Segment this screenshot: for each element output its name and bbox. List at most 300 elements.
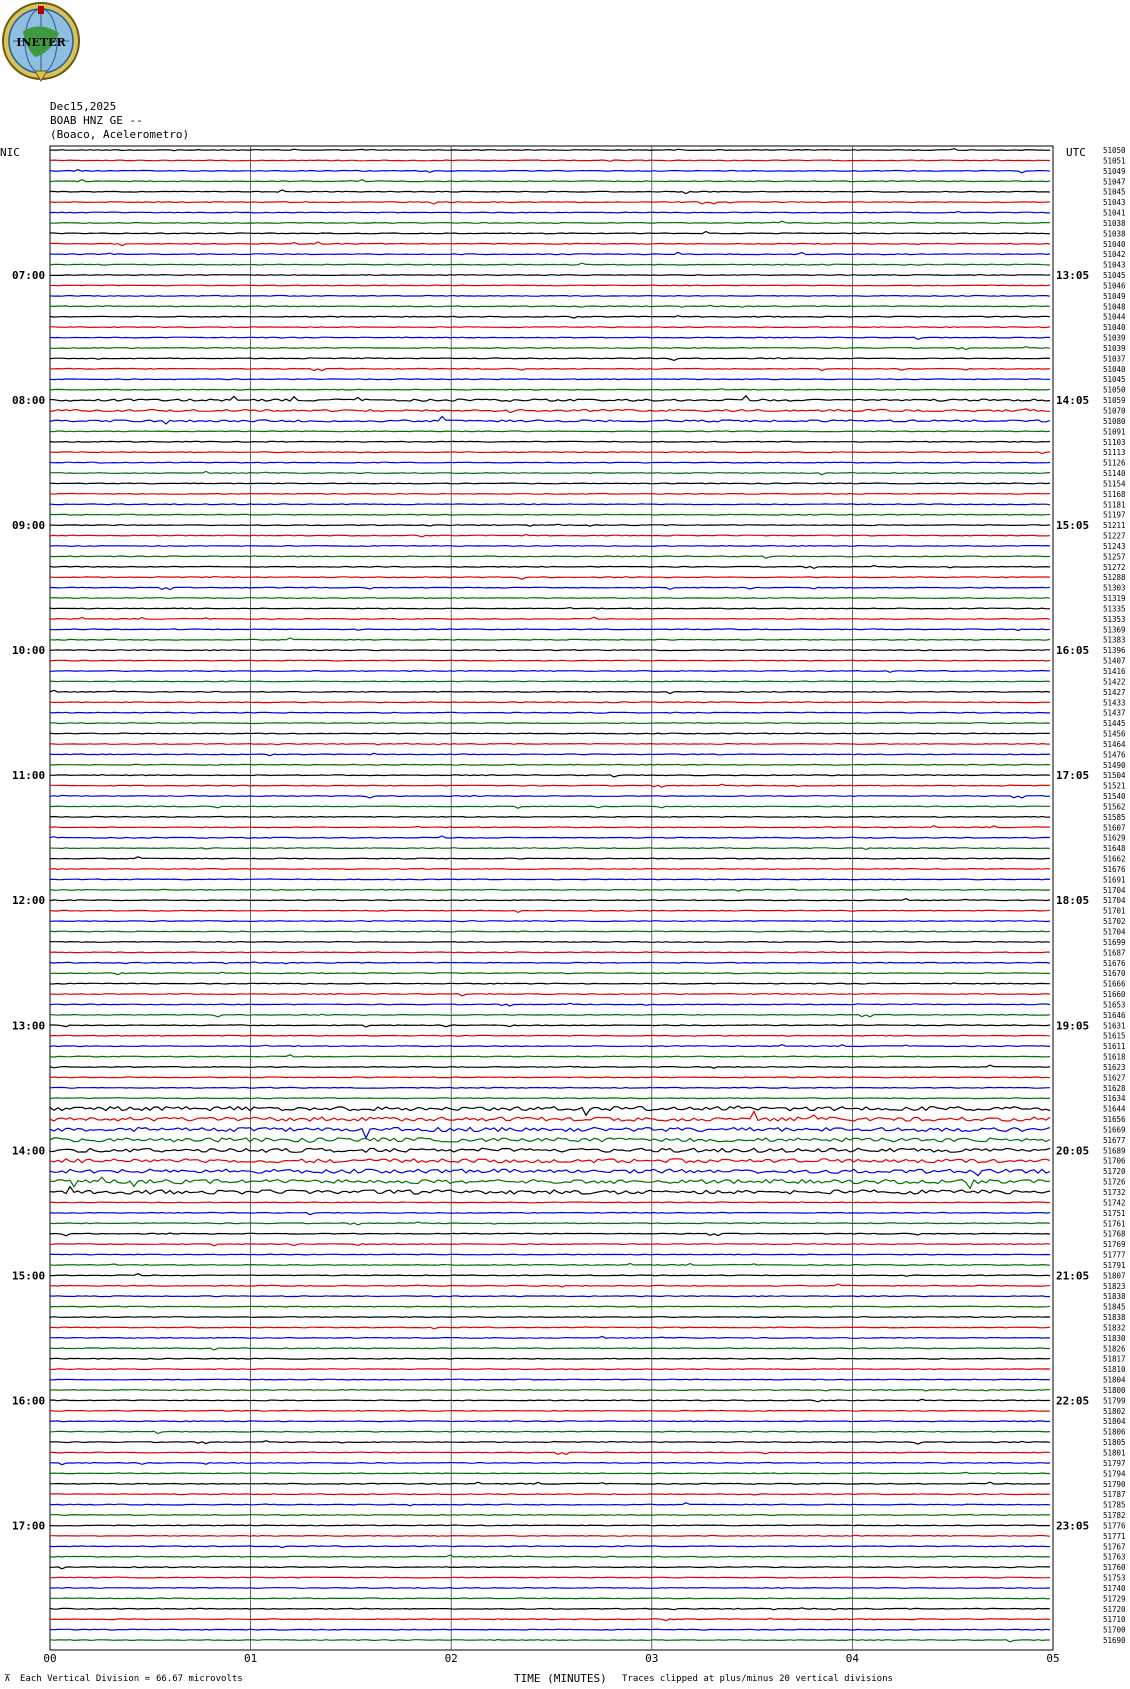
trace-value-label: 51181 <box>1103 500 1126 510</box>
trace-value-label: 51648 <box>1103 844 1126 854</box>
trace-line <box>50 1222 1050 1225</box>
trace-value-label: 51043 <box>1103 260 1126 270</box>
trace-value-label: 51801 <box>1103 1448 1126 1458</box>
trace-value-label: 51168 <box>1103 489 1126 499</box>
trace-value-label: 51669 <box>1103 1125 1126 1135</box>
trace-line <box>50 441 1050 442</box>
trace-value-label: 51656 <box>1103 1115 1126 1125</box>
trace-value-label: 51670 <box>1103 969 1126 979</box>
trace-value-label: 51504 <box>1103 771 1126 781</box>
trace-value-label: 51319 <box>1103 594 1126 604</box>
trace-line <box>50 1035 1050 1036</box>
trace-value-label: 51433 <box>1103 698 1126 708</box>
trace-line <box>50 962 1050 964</box>
trace-line <box>50 1577 1050 1578</box>
trace-value-label: 51776 <box>1103 1521 1126 1531</box>
trace-line <box>50 743 1050 745</box>
trace-value-label: 51830 <box>1103 1333 1126 1343</box>
trace-value-label: 51042 <box>1103 250 1126 260</box>
trace-value-label: 51043 <box>1103 198 1126 208</box>
trace-value-label: 51211 <box>1103 521 1126 531</box>
trace-line <box>50 1138 1050 1143</box>
trace-line <box>50 1514 1050 1515</box>
trace-line <box>50 1177 1050 1188</box>
trace-value-label: 51662 <box>1103 854 1126 864</box>
trace-value-label: 51826 <box>1103 1344 1126 1354</box>
trace-line <box>50 221 1050 223</box>
trace-value-label: 51817 <box>1103 1354 1126 1364</box>
trace-line <box>50 504 1050 505</box>
trace-value-label: 51490 <box>1103 760 1126 770</box>
trace-value-label: 51802 <box>1103 1406 1126 1416</box>
trace-value-label: 51710 <box>1103 1615 1126 1625</box>
trace-line <box>50 1317 1050 1318</box>
right-hour-label: 13:05 <box>1056 269 1090 282</box>
logo-text: INETER <box>16 36 66 49</box>
trace-line <box>50 1482 1050 1484</box>
trace-line <box>50 1472 1050 1473</box>
trace-line <box>50 389 1050 390</box>
trace-line <box>50 263 1050 265</box>
trace-line <box>50 1546 1050 1548</box>
trace-line <box>50 252 1050 254</box>
trace-value-label: 51740 <box>1103 1584 1126 1593</box>
trace-line <box>50 1098 1050 1099</box>
trace-value-label: 51369 <box>1103 625 1126 635</box>
trace-value-label: 51126 <box>1103 458 1126 468</box>
trace-line <box>50 285 1050 286</box>
trace-value-label: 51396 <box>1103 646 1126 656</box>
trace-line <box>50 660 1050 661</box>
trace-line <box>50 753 1050 755</box>
trace-value-label: 51726 <box>1103 1177 1126 1187</box>
trace-value-label: 51791 <box>1103 1260 1126 1270</box>
trace-line <box>50 931 1050 932</box>
trace-value-label: 51845 <box>1103 1302 1126 1312</box>
trace-line <box>50 535 1050 537</box>
trace-line <box>50 587 1050 589</box>
right-hour-label: 19:05 <box>1056 1019 1090 1033</box>
trace-value-label: 51045 <box>1103 375 1126 385</box>
trace-line <box>50 1410 1050 1411</box>
trace-value-label: 51040 <box>1103 364 1126 374</box>
trace-line <box>50 1336 1050 1338</box>
trace-value-label: 51049 <box>1103 166 1126 176</box>
trace-line <box>50 368 1050 370</box>
trace-line <box>50 1264 1050 1266</box>
right-hour-label: 17:05 <box>1056 769 1090 783</box>
trace-line <box>50 1525 1050 1526</box>
trace-line <box>50 316 1050 318</box>
trace-line <box>50 1588 1050 1589</box>
trace-value-label: 51047 <box>1103 177 1126 187</box>
trace-line <box>50 431 1050 432</box>
trace-value-label: 51702 <box>1103 917 1126 927</box>
trace-value-label: 51806 <box>1103 1427 1126 1437</box>
trace-line <box>50 1233 1050 1236</box>
trace-value-label: 51805 <box>1103 1438 1126 1448</box>
trace-line <box>50 671 1050 673</box>
trace-line <box>50 1452 1050 1454</box>
trace-line <box>50 180 1050 182</box>
left-hour-label: 07:00 <box>12 269 46 282</box>
trace-line <box>50 1169 1050 1175</box>
trace-value-label: 51070 <box>1103 406 1126 416</box>
trace-value-label: 51039 <box>1103 344 1126 353</box>
trace-line <box>50 848 1050 850</box>
trace-value-label: 51437 <box>1103 708 1126 718</box>
trace-line <box>50 1128 1050 1139</box>
scale-label: Each Vertical Division = <box>20 1674 151 1684</box>
trace-line <box>50 638 1050 640</box>
trace-line <box>50 1431 1050 1433</box>
trace-line <box>50 327 1050 328</box>
trace-line <box>50 1555 1050 1557</box>
trace-line <box>50 514 1050 515</box>
left-hour-label: 14:00 <box>12 1144 46 1158</box>
trace-value-label: 51476 <box>1103 750 1126 760</box>
left-timezone-label: NIC <box>0 146 20 159</box>
trace-value-label: 51050 <box>1103 146 1126 155</box>
trace-value-label: 51038 <box>1103 218 1126 228</box>
trace-line <box>50 1494 1050 1495</box>
trace-value-label: 51607 <box>1103 823 1126 833</box>
trace-value-label: 51540 <box>1103 792 1126 801</box>
trace-value-label: 51761 <box>1103 1219 1126 1229</box>
trace-line <box>50 242 1050 246</box>
x-tick-label: 04 <box>845 1652 860 1665</box>
trace-line <box>50 608 1050 609</box>
trace-line <box>50 702 1050 703</box>
trace-line <box>50 1296 1050 1297</box>
trace-line <box>50 1306 1050 1307</box>
trace-value-label: 51760 <box>1103 1563 1126 1573</box>
trace-value-label: 51288 <box>1103 573 1126 583</box>
trace-value-label: 51059 <box>1103 396 1126 406</box>
trace-value-label: 51799 <box>1103 1396 1126 1406</box>
trace-value-label: 51585 <box>1103 812 1126 822</box>
x-tick-label: 01 <box>243 1652 258 1665</box>
trace-line <box>50 358 1050 361</box>
trace-line <box>50 1106 1050 1115</box>
trace-value-label: 51615 <box>1103 1031 1126 1041</box>
trace-line <box>50 1369 1050 1370</box>
trace-line <box>50 1055 1050 1057</box>
trace-line <box>50 462 1050 463</box>
trace-value-label: 51720 <box>1103 1604 1126 1614</box>
trace-value-label: 51407 <box>1103 656 1126 666</box>
trace-line <box>50 1111 1050 1121</box>
trace-value-label: 51040 <box>1103 323 1126 333</box>
trace-line <box>50 1087 1050 1088</box>
trace-value-label: 51782 <box>1103 1511 1126 1520</box>
trace-line <box>50 1254 1050 1255</box>
trace-line <box>50 149 1050 151</box>
right-hour-label: 16:05 <box>1056 644 1090 658</box>
trace-value-label: 51785 <box>1103 1500 1126 1510</box>
trace-value-label: 51562 <box>1103 802 1126 812</box>
trace-line <box>50 347 1050 350</box>
trace-value-label: 51046 <box>1103 281 1126 291</box>
trace-line <box>50 826 1050 828</box>
trace-line <box>50 1187 1050 1194</box>
trace-value-label: 51706 <box>1103 1156 1126 1166</box>
trace-value-label: 51646 <box>1103 1010 1126 1020</box>
trace-value-label: 51732 <box>1103 1188 1126 1197</box>
trace-value-label: 51700 <box>1103 1625 1126 1635</box>
x-tick-label: 03 <box>645 1652 659 1665</box>
trace-line <box>50 546 1050 547</box>
trace-value-label: 51521 <box>1103 781 1126 791</box>
trace-line <box>50 1348 1050 1350</box>
right-hour-label: 23:05 <box>1056 1519 1090 1533</box>
trace-value-label: 51676 <box>1103 958 1126 968</box>
left-hour-label: 09:00 <box>12 519 46 533</box>
trace-line <box>50 170 1050 173</box>
trace-value-label: 51045 <box>1103 187 1126 197</box>
trace-line <box>50 483 1050 484</box>
trace-line <box>50 524 1050 526</box>
trace-line <box>50 452 1050 454</box>
trace-value-label: 51832 <box>1103 1323 1126 1333</box>
location-label: (Boaco, Acelerometro) <box>50 128 190 141</box>
trace-line <box>50 712 1050 713</box>
trace-value-label: 51044 <box>1103 312 1126 322</box>
scale-value: 66.67 microvolts <box>156 1674 243 1684</box>
trace-line <box>50 889 1050 891</box>
trace-value-label: 51335 <box>1103 604 1126 614</box>
trace-value-label: 51303 <box>1103 583 1126 593</box>
trace-line <box>50 1148 1050 1152</box>
left-hour-label: 08:00 <box>12 394 46 408</box>
trace-line <box>50 337 1050 339</box>
trace-line <box>50 1598 1050 1599</box>
left-hour-label: 10:00 <box>12 644 46 658</box>
left-hour-label: 15:00 <box>12 1269 46 1283</box>
left-hour-label: 11:00 <box>12 769 46 783</box>
right-hour-label: 22:05 <box>1056 1394 1090 1408</box>
trace-value-label: 51794 <box>1103 1469 1126 1479</box>
trace-line <box>50 1202 1050 1203</box>
trace-value-label: 51422 <box>1103 677 1126 687</box>
trace-line <box>50 994 1050 996</box>
trace-line <box>50 1327 1050 1329</box>
trace-line <box>50 1274 1050 1277</box>
trace-line <box>50 472 1050 475</box>
trace-value-label: 51091 <box>1103 427 1126 437</box>
trace-value-label: 51049 <box>1103 291 1126 301</box>
trace-value-label: 51080 <box>1103 416 1126 426</box>
trace-value-label: 51660 <box>1103 990 1126 999</box>
trace-line <box>50 617 1050 619</box>
trace-line <box>50 1441 1050 1444</box>
trace-value-label: 51691 <box>1103 875 1126 885</box>
trace-value-label: 51257 <box>1103 552 1126 562</box>
trace-value-label: 51768 <box>1103 1229 1126 1239</box>
trace-value-label: 51720 <box>1103 1167 1126 1177</box>
trace-line <box>50 899 1050 901</box>
trace-line <box>50 910 1050 912</box>
trace-value-label: 51804 <box>1103 1417 1126 1427</box>
trace-value-label: 51140 <box>1103 469 1126 478</box>
trace-value-label: 51243 <box>1103 542 1126 551</box>
trace-line <box>50 275 1050 276</box>
trace-value-label: 51687 <box>1103 948 1126 958</box>
trace-line <box>50 1212 1050 1214</box>
trace-value-label: 51742 <box>1103 1198 1126 1208</box>
trace-value-label: 51445 <box>1103 719 1126 729</box>
trace-value-label: 51800 <box>1103 1386 1126 1395</box>
trace-line <box>50 160 1050 161</box>
trace-line <box>50 577 1050 580</box>
trace-line <box>50 1077 1050 1078</box>
trace-line <box>50 733 1050 734</box>
trace-value-label: 51103 <box>1103 437 1126 447</box>
trace-line <box>50 1284 1050 1287</box>
right-hour-label: 14:05 <box>1056 394 1090 408</box>
trace-value-label: 51039 <box>1103 333 1126 343</box>
trace-value-label: 51771 <box>1103 1531 1126 1541</box>
trace-line <box>50 396 1050 402</box>
left-hour-label: 13:00 <box>12 1019 46 1033</box>
x-axis-title: TIME (MINUTES) <box>514 1672 607 1685</box>
trace-value-label: 51631 <box>1103 1021 1126 1031</box>
trace-line <box>50 1244 1050 1246</box>
trace-value-label: 51666 <box>1103 979 1126 989</box>
trace-line <box>50 1567 1050 1569</box>
trace-line <box>50 784 1050 787</box>
trace-value-label: 51644 <box>1103 1104 1126 1114</box>
trace-line <box>50 1503 1050 1506</box>
trace-value-label: 51628 <box>1103 1083 1126 1093</box>
trace-line <box>50 1399 1050 1402</box>
trace-value-label: 51456 <box>1103 729 1126 739</box>
right-hour-label: 21:05 <box>1056 1269 1090 1283</box>
trace-line <box>50 1379 1050 1380</box>
trace-value-label: 51704 <box>1103 896 1126 906</box>
right-hour-label: 15:05 <box>1056 519 1090 533</box>
trace-value-label: 51629 <box>1103 833 1126 843</box>
trace-value-label: 51689 <box>1103 1146 1126 1156</box>
trace-value-label: 51416 <box>1103 667 1126 676</box>
trace-line <box>50 598 1050 599</box>
trace-line <box>50 417 1050 425</box>
left-hour-label: 16:00 <box>12 1394 46 1408</box>
trace-value-label: 51353 <box>1103 614 1126 624</box>
trace-value-label: 51048 <box>1103 302 1126 312</box>
trace-value-label: 51272 <box>1103 562 1126 572</box>
trace-line <box>50 629 1050 631</box>
trace-line <box>50 212 1050 213</box>
plot-frame <box>50 146 1053 1650</box>
trace-value-label: 51634 <box>1103 1094 1126 1104</box>
trace-line <box>50 690 1050 693</box>
trace-value-label: 51797 <box>1103 1458 1126 1468</box>
trace-line <box>50 972 1050 974</box>
trace-line <box>50 1640 1050 1642</box>
trace-value-label: 51763 <box>1103 1552 1126 1562</box>
trace-value-label: 51838 <box>1103 1292 1126 1302</box>
trace-value-label: 51823 <box>1103 1281 1126 1291</box>
trace-line <box>50 305 1050 307</box>
trace-value-label: 51040 <box>1103 239 1126 249</box>
trace-line <box>50 836 1050 838</box>
trace-line <box>50 202 1050 204</box>
trace-value-label: 51045 <box>1103 271 1126 280</box>
x-tick-label: 02 <box>444 1652 458 1665</box>
trace-value-label: 51690 <box>1103 1636 1126 1646</box>
trace-line <box>50 806 1050 808</box>
trace-value-label: 51051 <box>1103 156 1126 166</box>
trace-line <box>50 868 1050 869</box>
trace-value-label: 51790 <box>1103 1479 1126 1489</box>
left-hour-label: 12:00 <box>12 894 46 908</box>
trace-value-label: 51050 <box>1103 385 1126 395</box>
trace-value-label: 51154 <box>1103 479 1126 489</box>
trace-value-label: 51618 <box>1103 1052 1126 1062</box>
scale-marker: ⊼ <box>4 1674 11 1684</box>
trace-line <box>50 775 1050 777</box>
trace-value-label: 51729 <box>1103 1594 1126 1604</box>
trace-value-label: 51753 <box>1103 1573 1126 1583</box>
trace-value-label: 51769 <box>1103 1240 1126 1250</box>
trace-value-label: 51704 <box>1103 885 1126 895</box>
left-hour-label: 17:00 <box>12 1519 46 1533</box>
trace-line <box>50 1421 1050 1422</box>
trace-line <box>50 795 1050 798</box>
trace-line <box>50 1629 1050 1630</box>
trace-line <box>50 1003 1050 1006</box>
trace-value-label: 51653 <box>1103 1000 1126 1010</box>
trace-line <box>50 817 1050 818</box>
trace-line <box>50 494 1050 495</box>
trace-line <box>50 190 1050 194</box>
trace-line <box>50 723 1050 724</box>
trace-value-label: 51699 <box>1103 937 1126 947</box>
trace-value-label: 51041 <box>1103 208 1126 218</box>
trace-value-label: 51807 <box>1103 1271 1126 1281</box>
trace-value-label: 51704 <box>1103 927 1126 937</box>
trace-line <box>50 379 1050 380</box>
trace-line <box>50 952 1050 953</box>
trace-value-label: 51767 <box>1103 1542 1126 1552</box>
trace-line <box>50 1159 1050 1163</box>
trace-value-label: 51197 <box>1103 510 1126 520</box>
trace-line <box>50 681 1050 682</box>
trace-value-label: 51677 <box>1103 1135 1126 1145</box>
trace-line <box>50 1618 1050 1620</box>
trace-line <box>50 1045 1050 1047</box>
trace-line <box>50 1065 1050 1068</box>
trace-value-label: 51787 <box>1103 1490 1126 1500</box>
trace-line <box>50 1389 1050 1391</box>
trace-value-label: 51464 <box>1103 739 1126 749</box>
trace-line <box>50 764 1050 765</box>
trace-line <box>50 1463 1050 1465</box>
trace-line <box>50 983 1050 984</box>
trace-line <box>50 857 1050 859</box>
trace-value-label: 51804 <box>1103 1375 1126 1385</box>
trace-value-label: 51227 <box>1103 531 1126 541</box>
trace-value-label: 51777 <box>1103 1250 1126 1260</box>
trace-value-label: 51383 <box>1103 635 1126 645</box>
x-tick-label: 05 <box>1046 1652 1060 1665</box>
trace-line <box>50 296 1050 297</box>
trace-line <box>50 409 1050 413</box>
trace-value-label: 51623 <box>1103 1063 1126 1072</box>
clip-note: Traces clipped at plus/minus 20 vertical divisions <box>622 1674 893 1684</box>
right-hour-label: 20:05 <box>1056 1144 1090 1158</box>
